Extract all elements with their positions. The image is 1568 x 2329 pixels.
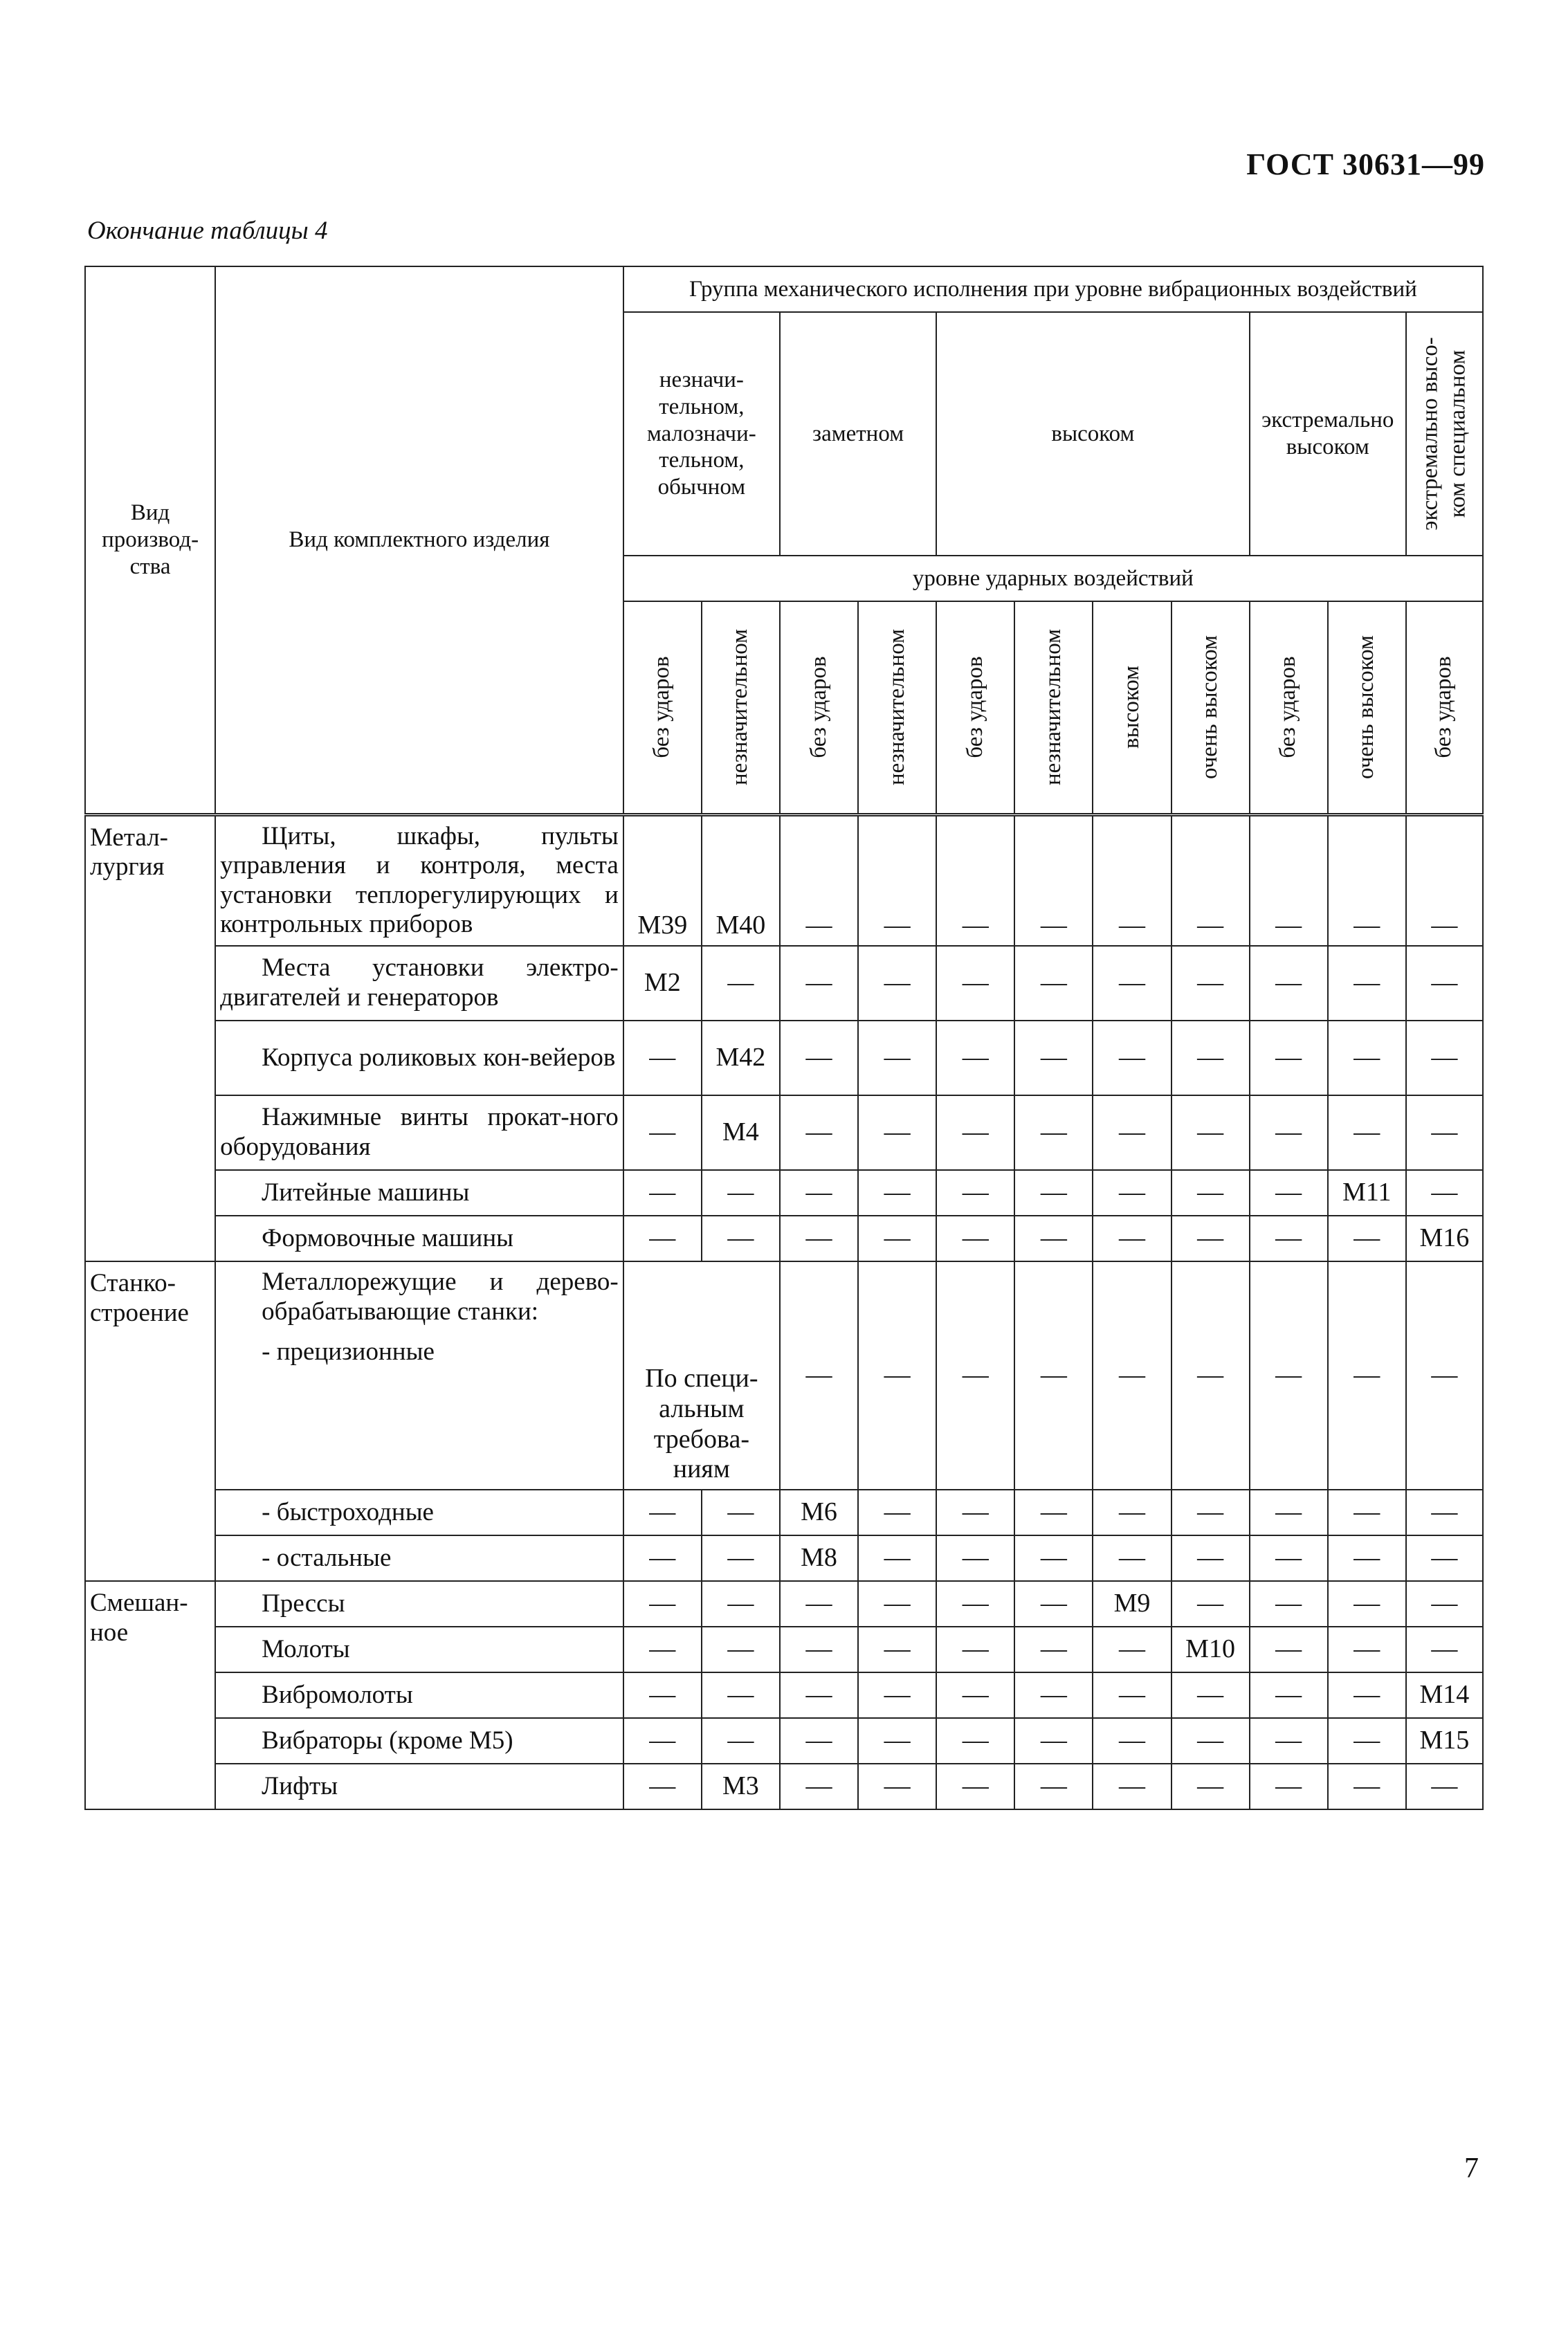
group-value-cell: — [780, 1581, 858, 1627]
group-value-cell: — [858, 814, 936, 946]
special-requirement-cell: По специ-альным требова-ниям [623, 1261, 780, 1490]
group-value-cell: — [780, 1672, 858, 1718]
group-value-cell: — [1328, 1216, 1406, 1261]
product-cell [215, 1170, 623, 1216]
table-row [85, 1490, 1483, 1535]
table-row [85, 1261, 1483, 1490]
product-label: Места установки электро-двигателей и генераторов [220, 953, 619, 1012]
group-value-cell: — [1014, 946, 1093, 1021]
header-shock-level: без ударов [936, 601, 1014, 814]
group-value-cell: — [623, 1095, 702, 1170]
group-value-cell: — [1406, 1627, 1483, 1672]
group-value-cell: — [1250, 1095, 1328, 1170]
group-value-cell: — [1406, 1095, 1483, 1170]
group-value-cell: — [1250, 1581, 1328, 1627]
product-cell [215, 1672, 623, 1718]
group-value-cell: — [1014, 1021, 1093, 1095]
group-value-cell: — [858, 1095, 936, 1170]
group-value-cell: — [780, 814, 858, 946]
group-value-cell: — [1093, 1261, 1171, 1490]
group-value-cell: — [780, 1095, 858, 1170]
group-value-cell: — [623, 1490, 702, 1535]
product-label: Нажимные винты прокат-ного оборудования [220, 1103, 619, 1161]
group-value-cell: — [702, 1627, 780, 1672]
group-value-cell: — [1172, 1581, 1250, 1627]
group-value-cell: — [780, 1718, 858, 1764]
group-value-cell: — [936, 1764, 1014, 1809]
group-value-cell: — [780, 1216, 858, 1261]
group-value-cell: — [1093, 814, 1171, 946]
group-value-cell: — [858, 1672, 936, 1718]
group-value-cell: — [702, 1216, 780, 1261]
header-product-type: Вид комплектного изделия [215, 266, 623, 814]
group-value-cell: — [702, 946, 780, 1021]
group-value-cell: — [936, 1627, 1014, 1672]
header-vibration-level: экстремально высоком [1250, 312, 1406, 556]
group-value-cell: — [1406, 1261, 1483, 1490]
group-value-cell: — [858, 1490, 936, 1535]
group-value-cell: — [1014, 1764, 1093, 1809]
group-value-cell: — [1328, 1535, 1406, 1581]
group-value-cell: — [780, 1764, 858, 1809]
table-row [85, 1021, 1483, 1095]
group-value-cell: — [623, 1672, 702, 1718]
standard-code: ГОСТ 30631—99 [1246, 147, 1485, 181]
header-shock-level: без ударов [623, 601, 702, 814]
group-value-cell: — [1250, 1170, 1328, 1216]
group-value-cell: — [1172, 814, 1250, 946]
product-cell [215, 1216, 623, 1261]
group-value-cell: М40 [702, 814, 780, 946]
table-row [85, 1672, 1483, 1718]
group-value-cell: — [936, 1170, 1014, 1216]
product-cell [215, 1718, 623, 1764]
group-value-cell: — [936, 1261, 1014, 1490]
group-value-cell: — [1406, 1581, 1483, 1627]
group-value-cell: — [702, 1490, 780, 1535]
group-value-cell: — [1406, 1764, 1483, 1809]
table-row [85, 1216, 1483, 1261]
group-value-cell: — [1093, 1627, 1171, 1672]
product-cell [215, 1490, 623, 1535]
group-value-cell: — [936, 1490, 1014, 1535]
group-value-cell: — [1014, 1672, 1093, 1718]
group-value-cell: — [1014, 1216, 1093, 1261]
group-value-cell: — [1014, 1170, 1093, 1216]
group-value-cell: — [1172, 1261, 1250, 1490]
product-cell [215, 1261, 623, 1490]
header-shock-level: очень высоком [1328, 601, 1406, 814]
group-value-cell: — [936, 1718, 1014, 1764]
table-row [85, 1170, 1483, 1216]
group-value-cell: М2 [623, 946, 702, 1021]
group-value-cell: — [1328, 1672, 1406, 1718]
group-value-cell: — [1250, 1490, 1328, 1535]
product-cell [215, 946, 623, 1021]
group-value-cell: — [858, 1581, 936, 1627]
group-value-cell: — [1328, 1718, 1406, 1764]
group-value-cell: — [1172, 1535, 1250, 1581]
group-value-cell: — [623, 1718, 702, 1764]
group-value-cell: — [1014, 1627, 1093, 1672]
group-value-cell: — [1250, 1627, 1328, 1672]
table-row [85, 1718, 1483, 1764]
group-value-cell: — [936, 1581, 1014, 1627]
group-value-cell: — [1172, 1672, 1250, 1718]
product-cell [215, 1581, 623, 1627]
product-cell [215, 1627, 623, 1672]
group-value-cell: — [623, 1581, 702, 1627]
group-value-cell: — [936, 1672, 1014, 1718]
product-cell [215, 814, 623, 946]
production-type-cell: Метал-лургия [85, 814, 215, 1261]
group-value-cell: — [780, 1627, 858, 1672]
group-value-cell: — [1093, 1718, 1171, 1764]
group-value-cell: — [780, 1021, 858, 1095]
group-value-cell: М16 [1406, 1216, 1483, 1261]
table-caption: Окончание таблицы 4 [87, 217, 328, 245]
group-value-cell: — [1328, 1764, 1406, 1809]
group-value-cell: — [858, 1170, 936, 1216]
group-value-cell: — [623, 1021, 702, 1095]
product-label: Молоты [262, 1634, 350, 1663]
group-value-cell: — [858, 1718, 936, 1764]
group-value-cell: — [1250, 1216, 1328, 1261]
group-value-cell: — [623, 1535, 702, 1581]
group-value-cell: — [1328, 814, 1406, 946]
group-value-cell: — [623, 1170, 702, 1216]
header-production-type: Вид производ-ства [85, 266, 215, 814]
group-value-cell: — [1172, 946, 1250, 1021]
table-row [85, 1764, 1483, 1809]
header-shock-level: без ударов [1250, 601, 1328, 814]
group-value-cell: — [858, 1021, 936, 1095]
group-value-cell: — [1172, 1216, 1250, 1261]
group-value-cell: — [1014, 1581, 1093, 1627]
table-row [85, 1095, 1483, 1170]
header-vibration-level: экстремально высо-ком специальном [1406, 312, 1483, 556]
group-value-cell: — [936, 1535, 1014, 1581]
group-value-cell: — [1014, 1095, 1093, 1170]
group-value-cell: — [1093, 1170, 1171, 1216]
group-value-cell: — [858, 1764, 936, 1809]
group-value-cell: — [1250, 814, 1328, 946]
group-value-cell: — [702, 1581, 780, 1627]
group-value-cell: — [858, 1627, 936, 1672]
product-cell [215, 1095, 623, 1170]
group-value-cell: — [1014, 1535, 1093, 1581]
product-label: Щиты, шкафы, пульты управления и контроля, места установки теплорегулирующих и контрольных приборов [220, 821, 619, 939]
group-value-cell: — [623, 1216, 702, 1261]
product-label: - быстроходные [262, 1497, 434, 1526]
group-value-cell: — [1250, 1764, 1328, 1809]
group-value-cell: — [1093, 1216, 1171, 1261]
group-value-cell: — [1328, 1261, 1406, 1490]
group-value-cell: — [1328, 1095, 1406, 1170]
product-label: Прессы [262, 1589, 345, 1618]
group-value-cell: М9 [1093, 1581, 1171, 1627]
group-value-cell: — [780, 1170, 858, 1216]
group-value-cell: — [1250, 1718, 1328, 1764]
table-row [85, 1627, 1483, 1672]
group-value-cell: — [858, 946, 936, 1021]
group-value-cell: — [1093, 1095, 1171, 1170]
group-value-cell: — [1093, 1535, 1171, 1581]
group-value-cell: М4 [702, 1095, 780, 1170]
group-value-cell: — [936, 1216, 1014, 1261]
group-value-cell: — [1250, 1261, 1328, 1490]
product-label: Корпуса роликовых кон-вейеров [262, 1043, 616, 1072]
group-value-cell: — [1172, 1170, 1250, 1216]
header-shock-level: высоком [1093, 601, 1171, 814]
group-value-cell: — [1406, 946, 1483, 1021]
product-label: - остальные [262, 1543, 392, 1572]
product-label: Формовочные машины [262, 1223, 513, 1252]
group-value-cell: — [1328, 1627, 1406, 1672]
header-vibration-level: высоком [936, 312, 1249, 556]
group-value-cell: — [1328, 946, 1406, 1021]
group-value-cell: — [1014, 1261, 1093, 1490]
table-row [85, 1581, 1483, 1627]
header-shock-title: уровне ударных воздействий [623, 556, 1483, 601]
group-value-cell: — [936, 814, 1014, 946]
group-value-cell: — [1328, 1490, 1406, 1535]
group-value-cell: — [858, 1216, 936, 1261]
group-value-cell: М10 [1172, 1627, 1250, 1672]
header-shock-level: без ударов [1406, 601, 1483, 814]
product-cell [215, 1021, 623, 1095]
group-value-cell: — [623, 1627, 702, 1672]
group-value-cell: — [1406, 1535, 1483, 1581]
group-value-cell: — [1093, 946, 1171, 1021]
group-value-cell: — [1093, 1490, 1171, 1535]
group-value-cell: — [858, 1535, 936, 1581]
product-label: Литейные машины [262, 1178, 470, 1207]
header-group-title: Группа механического исполнения при уровне вибрационных воздействий [623, 266, 1483, 312]
product-cell [215, 1535, 623, 1581]
group-value-cell: М8 [780, 1535, 858, 1581]
group-value-cell: — [1172, 1718, 1250, 1764]
group-value-cell: — [1406, 1170, 1483, 1216]
group-value-cell: — [1328, 1581, 1406, 1627]
product-label: Вибромолоты [262, 1680, 413, 1709]
group-value-cell: — [936, 1095, 1014, 1170]
group-value-cell: — [1014, 1718, 1093, 1764]
group-value-cell: — [936, 946, 1014, 1021]
group-value-cell: — [1250, 1021, 1328, 1095]
product-cell [215, 1764, 623, 1809]
group-value-cell: М3 [702, 1764, 780, 1809]
group-value-cell: — [1093, 1764, 1171, 1809]
group-value-cell: — [1250, 946, 1328, 1021]
header-vibration-level: незначи-тельном, малозначи-тельном, обычном [623, 312, 780, 556]
header-shock-level: незначительном [702, 601, 780, 814]
group-value-cell: — [702, 1535, 780, 1581]
group-value-cell: — [780, 946, 858, 1021]
group-value-cell: М15 [1406, 1718, 1483, 1764]
product-label: Вибраторы (кроме М5) [262, 1726, 513, 1755]
group-value-cell: — [1093, 1672, 1171, 1718]
group-value-cell: М11 [1328, 1170, 1406, 1216]
header-shock-level: очень высоком [1172, 601, 1250, 814]
group-value-cell: — [1172, 1490, 1250, 1535]
production-type-cell: Смешан-ное [85, 1581, 215, 1809]
group-value-cell: — [1328, 1021, 1406, 1095]
group-value-cell: — [1250, 1672, 1328, 1718]
group-value-cell: — [936, 1021, 1014, 1095]
group-value-cell: — [1172, 1021, 1250, 1095]
group-value-cell: М39 [623, 814, 702, 946]
table-row [85, 946, 1483, 1021]
group-value-cell: — [623, 1764, 702, 1809]
group-value-cell: — [1250, 1535, 1328, 1581]
group-value-cell: — [1093, 1021, 1171, 1095]
header-shock-level: незначительном [1014, 601, 1093, 814]
product-label: - прецизионные [262, 1337, 435, 1367]
group-value-cell: — [702, 1718, 780, 1764]
group-value-cell: М6 [780, 1490, 858, 1535]
group-value-cell: — [1406, 1021, 1483, 1095]
group-value-cell: — [1406, 814, 1483, 946]
group-value-cell: — [702, 1170, 780, 1216]
product-label: Лифты [262, 1771, 338, 1800]
group-value-cell: — [780, 1261, 858, 1490]
header-vibration-level: заметном [780, 312, 936, 556]
header-shock-level: без ударов [780, 601, 858, 814]
group-value-cell: — [702, 1672, 780, 1718]
group-value-cell: — [1406, 1490, 1483, 1535]
group-value-cell: — [1014, 814, 1093, 946]
group-value-cell: — [1172, 1095, 1250, 1170]
production-type-cell: Станко-строение [85, 1261, 215, 1581]
group-value-cell: М14 [1406, 1672, 1483, 1718]
table-row [85, 814, 1483, 946]
product-intro: Металлорежущие и дерево-обрабатывающие станки: [262, 1268, 619, 1326]
header-shock-level: незначительном [858, 601, 936, 814]
product-group-table [84, 266, 1484, 1810]
group-value-cell: — [858, 1261, 936, 1490]
group-value-cell: М42 [702, 1021, 780, 1095]
group-value-cell: — [1014, 1490, 1093, 1535]
table-row [85, 1535, 1483, 1581]
group-value-cell: — [1172, 1764, 1250, 1809]
page-number: 7 [1464, 2153, 1479, 2184]
